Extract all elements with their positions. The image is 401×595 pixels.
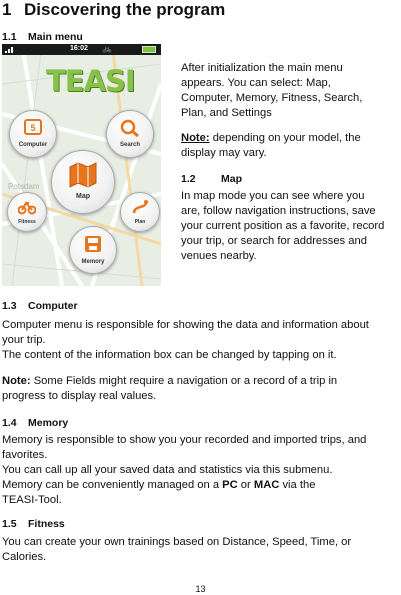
fitness-paragraph: You can create your own trainings based on Distance, Speed, Time, or Calories.	[2, 536, 352, 563]
note-label: Note:	[2, 375, 31, 387]
section-heading-map: 1.2 Map	[181, 173, 242, 185]
search-button[interactable]: Search	[106, 110, 154, 158]
section-heading-computer: 1.3 Computer	[2, 300, 78, 312]
computer-icon	[24, 119, 42, 135]
svg-text:5: 5	[30, 123, 36, 133]
plan-button[interactable]: Plan	[120, 192, 160, 232]
section-heading-main-menu: 1.1 Main menu	[2, 31, 83, 43]
status-bar	[2, 44, 161, 55]
map-icon	[68, 161, 98, 189]
fitness-button[interactable]: Fitness	[7, 192, 47, 232]
plan-icon	[131, 199, 149, 215]
intro-paragraph: After initialization the main menu appears. You can select: Map, Computer, Memory, Fitness, Search, Plan, and Settings	[181, 62, 363, 119]
bike-icon: 🚲	[102, 44, 112, 53]
app-logo: TEASI	[46, 64, 135, 98]
main-menu-screenshot	[2, 44, 161, 286]
computer-note: Note: Some Fields might require a navigation or a record of a trip in progress to display real values.	[2, 375, 338, 402]
section-heading-memory: 1.4 Memory	[2, 417, 69, 429]
memory-icon	[84, 235, 102, 253]
map-paragraph: In map mode you can see where you are, follow navigation instructions, save your current position as a favorite, record your trip, or search for addresses and venues nearby.	[181, 190, 385, 262]
battery-icon	[142, 46, 156, 53]
page-number: 13	[195, 584, 206, 594]
status-clock: 16:02	[70, 45, 88, 52]
computer-paragraph: Computer menu is responsible for showing the data and information about your trip. The content of the information box can be changed by tapping on it.	[2, 319, 369, 361]
page-title: 1 Discovering the program	[2, 0, 226, 19]
note-label: Note:	[181, 132, 210, 144]
section-heading-fitness: 1.5 Fitness	[2, 518, 65, 530]
fitness-icon	[18, 199, 36, 215]
signal-icon	[5, 46, 15, 53]
display-note: Note: depending on your model, the display may vary.	[181, 132, 361, 159]
memory-button[interactable]: Memory	[69, 226, 117, 274]
svg-text:Potsdam: Potsdam	[8, 182, 40, 191]
computer-button[interactable]: 5 Computer	[9, 110, 57, 158]
map-button[interactable]: Map	[51, 150, 115, 214]
search-icon	[120, 119, 140, 137]
memory-paragraph: Memory is responsible to show you your recorded and imported trips, and favorites. You can call up all your saved data and statistics via this submenu. Memory can be conveniently managed on a PC or MAC via the TEASI-Tool.	[2, 434, 367, 506]
